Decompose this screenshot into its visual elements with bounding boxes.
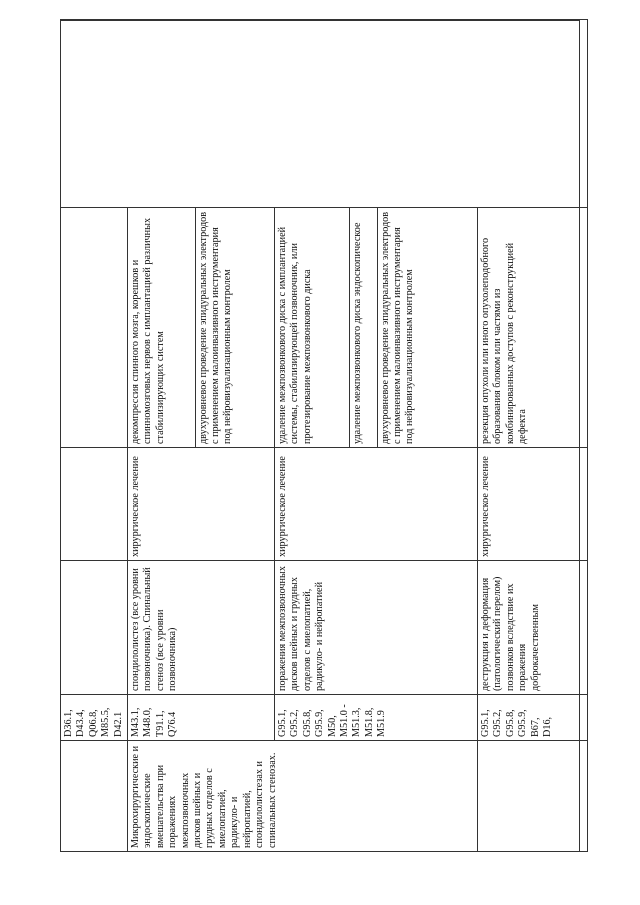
treatment-method-cell [275,208,478,448]
patient-model-cell: спондилолистез (все уровни позвоночника). Спинальный стеноз (все уровни позвоночника) [128,561,275,695]
icd-codes-cell: M43.1, M48.0, T91.1, Q76.4 [128,695,275,741]
treatment-method-cell: резекция опухоли или иного опухолеподобного образования блоком или частями из комбинированных доступов с реконструкцией дефекта [478,208,588,448]
method-name-cell: Микрохирургические и эндоскопические вмешательства при поражениях межпозвоночных дисков шейных и грудных отделов с миелопатией, радикуло- и нейропатией, спондилолистезах и спинальных стенозах. [128,741,478,852]
tariff-cell [61,20,588,208]
treatment-method-cell [128,208,275,448]
method-text: двухуровневое проведение эпидуральных электродов с применением малоинвазивного инструментария под нейровизуализационным контролем [195,208,274,447]
treatment-type-cell: хирургическое лечение [128,448,275,561]
treatment-type-cell: хирургическое лечение [478,448,588,561]
treatment-method-cell [61,208,128,448]
patient-model-cell: поражения межпозвоночных дисков шейных и грудных отделов с миелопатией, радикуло- и нейропатией [275,561,478,695]
patient-model-cell: деструкция и деформация (патологический перелом) позвонков вследствие их поражения доброкачественным [478,561,588,695]
method-text: декомпрессия спинного мозга, корешков и спинномозговых нервов с имплантацией различных стабилизирующих систем [128,208,195,447]
treatment-type-cell: хирургическое лечение [275,448,478,561]
method-text: удаление межпозвонкового диска эндоскопическое [349,208,377,447]
treatment-type-cell [61,448,128,561]
table-row [61,20,128,852]
rotated-table-page [60,20,580,852]
method-text: удаление межпозвонкового диска с имплантацией системы, стабилизирующей позвоночник, или протезирование межпозвонкового диска [275,208,349,447]
icd-codes-cell: G95.1, G95.2, G95.8, G95.9, B67, D16, [478,695,588,741]
method-name-cell [478,741,588,852]
icd-codes-cell: D36.1, D43.4, Q06.8, M85.5, D42.1 [61,695,128,741]
procedures-table [60,19,588,852]
method-name-cell [61,741,128,852]
icd-codes-cell: G95.1, G95.2, G95.8, G95.9, M50, M51.0 - M51.3, M51.8, M51.9 [275,695,478,741]
method-text: двухуровневое проведение эпидуральных электродов с применением малоинвазивного инструментария под нейровизуализационным контролем [377,208,477,447]
patient-model-cell [61,561,128,695]
